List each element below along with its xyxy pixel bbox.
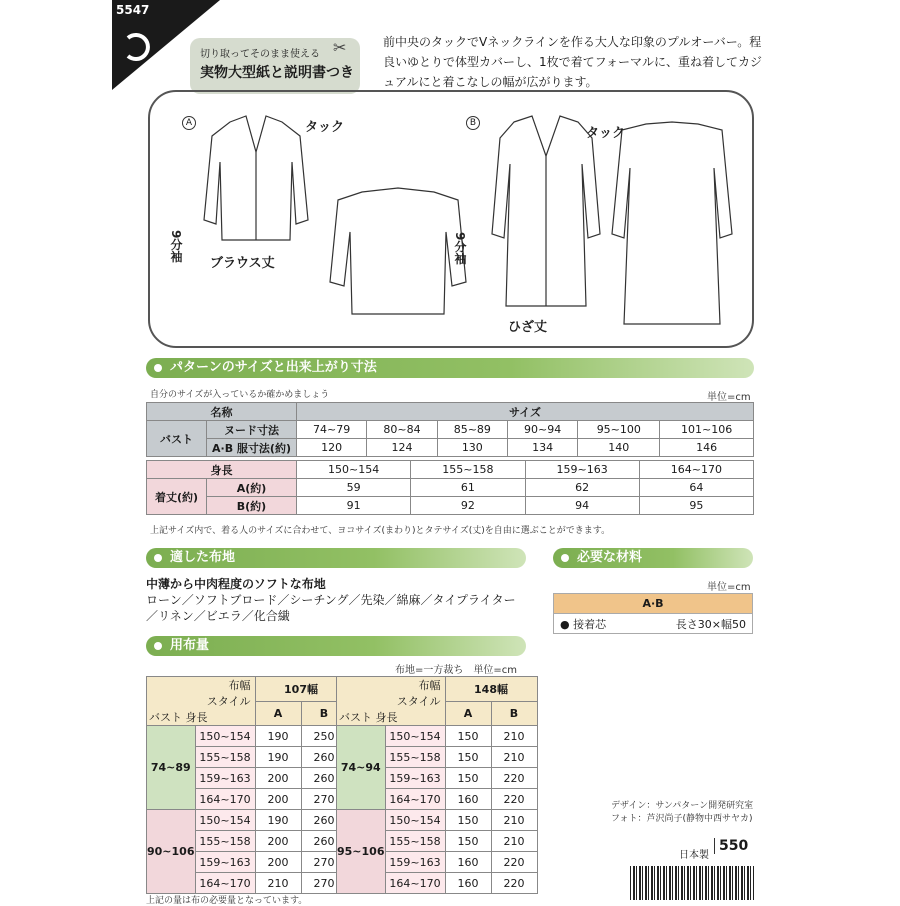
- illustration-frame: [148, 90, 754, 348]
- a-value: 59: [297, 479, 411, 497]
- size-section-header: パターンのサイズと出来上がり寸法: [146, 358, 754, 378]
- sleeve-label-a: 9分袖: [169, 230, 183, 263]
- height-cell: 155~158: [385, 831, 445, 852]
- height-value: 150~154: [297, 461, 411, 479]
- length-label-a: ブラウス丈: [210, 256, 275, 271]
- bust-height-labels: [149, 709, 255, 725]
- nude-value: 80~84: [367, 421, 437, 439]
- value-a: 190: [255, 747, 301, 768]
- height-cell: 150~154: [385, 810, 445, 831]
- bust-height-labels: [339, 709, 445, 725]
- length-label: 着丈(約): [147, 479, 207, 515]
- value-a: 150: [445, 726, 491, 747]
- nude-label: ヌード寸法: [207, 421, 297, 439]
- price: 550: [714, 838, 748, 854]
- material-unit: 単位=cm: [707, 582, 751, 593]
- length-label-b: ひざ丈: [508, 320, 548, 335]
- height-cell: 164~170: [385, 789, 445, 810]
- value-a: 190: [255, 726, 301, 747]
- yardage-corner-107: [147, 677, 256, 726]
- garment-label: A·B 服寸法(約): [207, 439, 297, 457]
- a-value: 61: [411, 479, 525, 497]
- value-a: 150: [445, 810, 491, 831]
- col-b-header: B: [491, 701, 537, 726]
- garment-value: 134: [507, 439, 577, 457]
- garment-value: 124: [367, 439, 437, 457]
- size-header: サイズ: [297, 403, 754, 421]
- material-table: [553, 593, 753, 634]
- a-label: A(約): [207, 479, 297, 497]
- value-b: 220: [491, 768, 537, 789]
- height-table: [146, 460, 754, 515]
- barcode: [630, 866, 754, 900]
- value-b: 210: [491, 726, 537, 747]
- value-b: 210: [491, 831, 537, 852]
- style-b-marker: B: [466, 116, 480, 130]
- bust-group-label: 95~106: [337, 810, 386, 894]
- height-cell: 155~158: [385, 747, 445, 768]
- a-value: 64: [639, 479, 753, 497]
- height-cell: 150~154: [385, 726, 445, 747]
- value-a: 160: [445, 789, 491, 810]
- material-section-header: 必要な材料: [553, 548, 753, 568]
- height-col-label: 身長: [185, 711, 208, 724]
- value-b: 250: [301, 726, 347, 747]
- value-a: 200: [255, 831, 301, 852]
- bust-label: バスト: [147, 421, 207, 457]
- value-b: 260: [301, 810, 347, 831]
- value-b: 270: [301, 852, 347, 873]
- material-item: ● 接着芯: [554, 614, 634, 634]
- value-a: 210: [255, 873, 301, 894]
- bust-col-label: バスト: [149, 711, 182, 724]
- height-cell: 159~163: [385, 852, 445, 873]
- value-a: 150: [445, 747, 491, 768]
- style-a-marker: A: [182, 116, 196, 130]
- height-cell: 150~154: [195, 726, 255, 747]
- garment-value: 120: [297, 439, 367, 457]
- height-cell: 159~163: [385, 768, 445, 789]
- value-a: 200: [255, 768, 301, 789]
- nude-value: 101~106: [660, 421, 754, 439]
- fabric-subtitle: 中薄から中肉程度のソフトな布地: [146, 577, 326, 591]
- height-label: 身長: [147, 461, 297, 479]
- height-value: 155~158: [411, 461, 525, 479]
- value-b: 210: [491, 810, 537, 831]
- value-a: 190: [255, 810, 301, 831]
- bust-col-label: バスト: [339, 711, 372, 724]
- yardage-footnote: 上記の量は布の必要量となっています。: [146, 896, 308, 906]
- material-value: 長さ30×幅50: [634, 614, 753, 634]
- b-value: 94: [525, 497, 639, 515]
- width-107-header: 107幅: [255, 677, 347, 702]
- value-b: 270: [301, 789, 347, 810]
- style-label: スタイル: [206, 695, 251, 708]
- width-label: 布幅: [418, 679, 441, 692]
- yardage-table-107: [146, 676, 348, 894]
- width-148-header: 148幅: [445, 677, 537, 702]
- height-cell: 164~170: [385, 873, 445, 894]
- nude-value: 74~79: [297, 421, 367, 439]
- height-value: 164~170: [639, 461, 753, 479]
- fabric-section-header: 適した布地: [146, 548, 526, 568]
- nude-value: 95~100: [578, 421, 660, 439]
- height-value: 159~163: [525, 461, 639, 479]
- a-value: 62: [525, 479, 639, 497]
- fabric-list: ローン／ソフトブロード／シーチング／先染／綿麻／タイプライター／リネン／ビエラ／化合繊: [146, 593, 516, 623]
- made-in-japan: 日本製: [679, 850, 709, 861]
- bust-group-label: 74~94: [337, 726, 386, 810]
- b-value: 91: [297, 497, 411, 515]
- value-a: 160: [445, 852, 491, 873]
- yardage-note: 布地=一方裁ち 単位=cm: [395, 665, 517, 676]
- yardage-table-148: [336, 676, 538, 894]
- bust-group-label: 90~106: [147, 810, 196, 894]
- value-b: 210: [491, 747, 537, 768]
- cutout-big-text: 実物大型紙と説明書つき: [200, 65, 354, 81]
- tuck-label-a: タック: [305, 120, 345, 135]
- value-a: 200: [255, 852, 301, 873]
- tuck-label-b: タック: [586, 126, 626, 141]
- col-a-header: A: [255, 701, 301, 726]
- value-b: 220: [491, 873, 537, 894]
- size-note: 自分のサイズが入っているか確かめましょう: [150, 390, 330, 400]
- value-a: 150: [445, 768, 491, 789]
- height-cell: 159~163: [195, 768, 255, 789]
- nude-value: 90~94: [507, 421, 577, 439]
- value-b: 270: [301, 873, 347, 894]
- garment-illustrations: [150, 92, 752, 346]
- value-a: 200: [255, 789, 301, 810]
- value-b: 220: [491, 789, 537, 810]
- design-credit: デザイン：サンパターン開発研究室: [611, 801, 754, 811]
- value-b: 260: [301, 831, 347, 852]
- bust-group-label: 74~89: [147, 726, 196, 810]
- height-cell: 150~154: [195, 810, 255, 831]
- value-b: 260: [301, 768, 347, 789]
- height-cell: 164~170: [195, 873, 255, 894]
- value-b: 220: [491, 852, 537, 873]
- sleeve-label-b: 9分袖: [453, 232, 467, 265]
- value-a: 160: [445, 873, 491, 894]
- yardage-corner-148: [337, 677, 446, 726]
- scissors-icon: ✂: [333, 38, 347, 57]
- value-b: 260: [301, 747, 347, 768]
- yardage-section-header: 用布量: [146, 636, 526, 656]
- garment-value: 140: [578, 439, 660, 457]
- value-a: 150: [445, 831, 491, 852]
- height-cell: 159~163: [195, 852, 255, 873]
- product-code: 5547: [116, 3, 150, 17]
- height-col-label: 身長: [375, 711, 398, 724]
- material-header: A·B: [554, 594, 753, 614]
- b-value: 95: [639, 497, 753, 515]
- nude-value: 85~89: [437, 421, 507, 439]
- photo-credit: フォト：芦沢尚子(静物中西サヤカ): [611, 814, 753, 824]
- size-unit: 単位=cm: [707, 392, 751, 403]
- col-b-header: B: [301, 701, 347, 726]
- b-value: 92: [411, 497, 525, 515]
- b-label: B(約): [207, 497, 297, 515]
- style-label: スタイル: [396, 695, 441, 708]
- garment-value: 130: [437, 439, 507, 457]
- name-header: 名称: [147, 403, 297, 421]
- size-footnote: 上記サイズ内で、着る人のサイズに合わせて、ヨコサイズ(まわり)とタテサイズ(丈)を自由に選ぶことができます。: [150, 526, 611, 536]
- col-a-header: A: [445, 701, 491, 726]
- credits: [611, 800, 753, 826]
- cutout-small-text: 切り取ってそのまま使える: [200, 49, 320, 60]
- height-cell: 155~158: [195, 831, 255, 852]
- height-cell: 155~158: [195, 747, 255, 768]
- width-label: 布幅: [228, 679, 251, 692]
- size-table: [146, 402, 754, 457]
- garment-value: 146: [660, 439, 754, 457]
- height-cell: 164~170: [195, 789, 255, 810]
- intro-text: 前中央のタックでVネックラインを作る大人な印象のプルオーバー。程良いゆとりで体型カバーし、1枚で着てフォーマルに、重ね着してカジュアルにと着こなしの幅が広がります。: [383, 35, 763, 89]
